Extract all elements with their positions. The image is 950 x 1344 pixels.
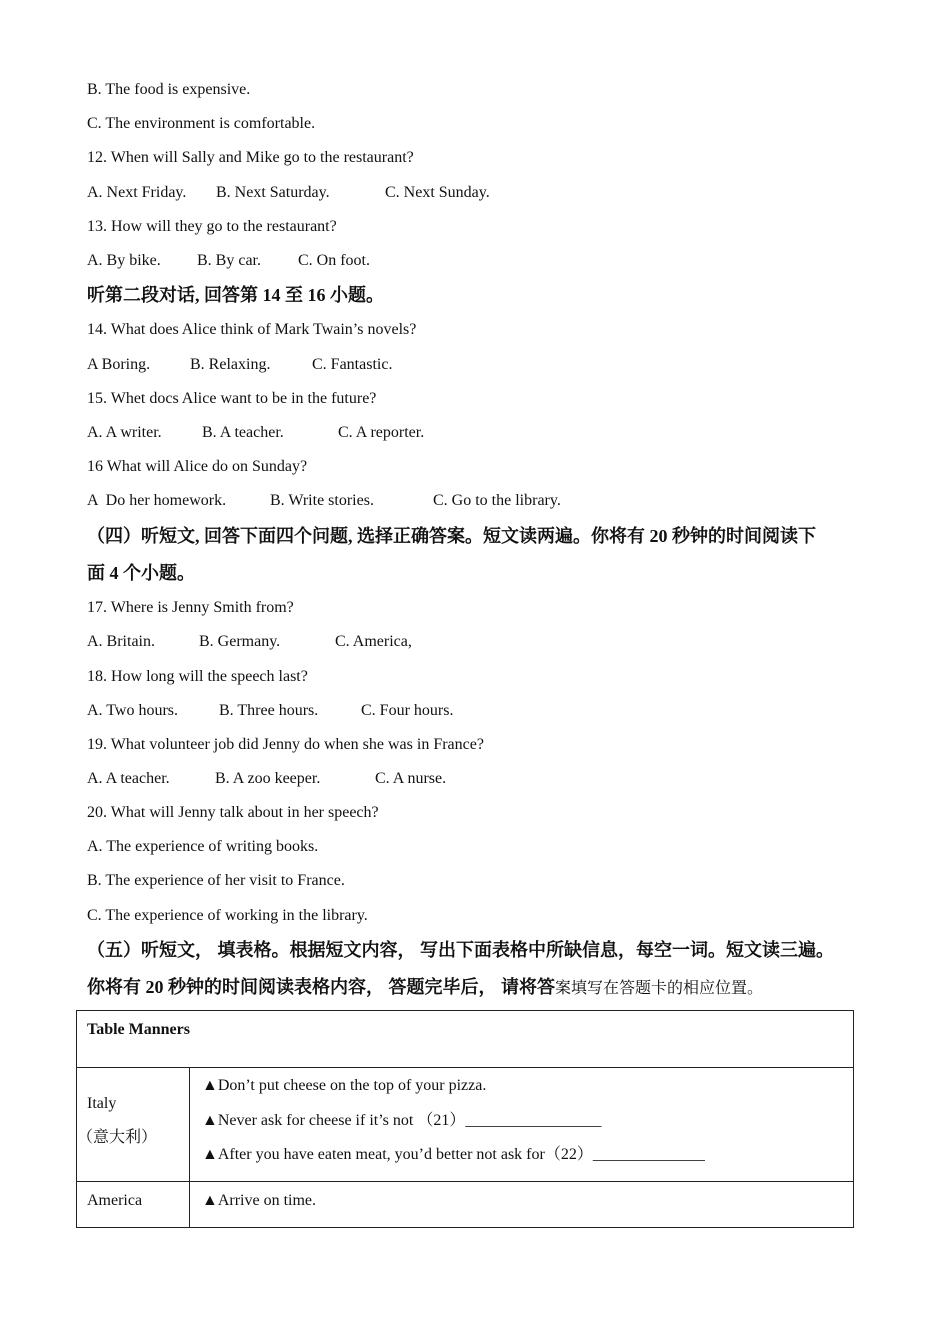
q18-option-a: A. Two hours. <box>87 702 179 719</box>
rule-item: ▲After you have eaten meat, you’d better not ask for（22）______________ <box>202 1146 705 1163</box>
table-row-america <box>77 1182 854 1228</box>
country-cell <box>77 1182 190 1228</box>
question-14: 14. What does Alice think of Mark Twain’s novels? <box>87 321 417 338</box>
country-name: Italy <box>87 1095 117 1112</box>
option-line: C. The environment is comfortable. <box>87 115 316 132</box>
q12-option-c: C. Next Sunday. <box>385 184 490 201</box>
q16-option-b: B. Write stories. <box>270 492 374 509</box>
question-20: 20. What will Jenny talk about in her speech? <box>87 804 379 821</box>
q17-option-c: C. America, <box>335 633 412 650</box>
q16-option-a: A Do her homework. <box>87 492 227 509</box>
country-name-cn: （意大利） <box>77 1129 158 1146</box>
country-name: America <box>87 1192 143 1209</box>
q16-option-c: C. Go to the library. <box>433 492 561 509</box>
q15-option-a: A. A writer. <box>87 424 162 441</box>
section-heading: （五）听短文， 填表格。根据短文内容， 写出下面表格中所缺信息，每空一词。短文读三遍。 <box>87 940 834 960</box>
table-title: Table Manners <box>77 1011 854 1068</box>
q12-option-a: A. Next Friday. <box>87 184 187 201</box>
q20-option-b: B. The experience of her visit to France. <box>87 872 345 889</box>
section-heading: 听第二段对话, 回答第 14 至 16 小题。 <box>87 285 384 305</box>
q20-option-c: C. The experience of working in the library. <box>87 907 368 924</box>
rule-item: ▲Arrive on time. <box>202 1192 317 1209</box>
section-heading-normal: 案填写在答题卡的相应位置。 <box>555 980 764 997</box>
table-row-italy <box>77 1068 854 1182</box>
section-heading: （四）听短文, 回答下面四个问题, 选择正确答案。短文读两遍。你将有 20 秒钟的时间阅读下 <box>87 526 816 546</box>
q20-option-a: A. The experience of writing books. <box>87 838 319 855</box>
question-15: 15. Whet docs Alice want to be in the future? <box>87 390 377 407</box>
q13-option-c: C. On foot. <box>298 252 370 269</box>
q18-option-b: B. Three hours. <box>219 702 319 719</box>
section-heading-cont <box>87 975 763 1001</box>
q19-option-a: A. A teacher. <box>87 770 170 787</box>
option-line: B. The food is expensive. <box>87 81 251 98</box>
q19-option-b: B. A zoo keeper. <box>215 770 321 787</box>
rule-item: ▲Never ask for cheese if it’s not （21）_________________ <box>202 1112 602 1129</box>
q19-option-c: C. A nurse. <box>375 770 447 787</box>
section-heading-bold: 你将有 20 秒钟的时间阅读表格内容， 答题完毕后， 请将答 <box>87 977 555 997</box>
question-16: 16 What will Alice do on Sunday? <box>87 458 308 475</box>
country-cell <box>77 1068 190 1182</box>
q15-option-c: C. A reporter. <box>338 424 425 441</box>
q18-option-c: C. Four hours. <box>361 702 454 719</box>
rule-item: ▲Don’t put cheese on the top of your pizza. <box>202 1077 487 1094</box>
q14-option-b: B. Relaxing. <box>190 356 271 373</box>
q14-option-a: A Boring. <box>87 356 151 373</box>
question-13: 13. How will they go to the restaurant? <box>87 218 337 235</box>
q17-option-b: B. Germany. <box>199 633 281 650</box>
q12-option-b: B. Next Saturday. <box>216 184 330 201</box>
q17-option-a: A. Britain. <box>87 633 155 650</box>
q15-option-b: B. A teacher. <box>202 424 284 441</box>
table-manners <box>76 1010 854 1228</box>
section-heading-cont: 面 4 个小题。 <box>87 563 195 583</box>
question-17: 17. Where is Jenny Smith from? <box>87 599 294 616</box>
rules-cell <box>190 1182 854 1228</box>
question-19: 19. What volunteer job did Jenny do when she was in France? <box>87 736 484 753</box>
q13-option-b: B. By car. <box>197 252 261 269</box>
question-18: 18. How long will the speech last? <box>87 668 308 685</box>
question-12: 12. When will Sally and Mike go to the restaurant? <box>87 149 414 166</box>
rules-cell <box>190 1068 854 1182</box>
q13-option-a: A. By bike. <box>87 252 161 269</box>
q14-option-c: C. Fantastic. <box>312 356 393 373</box>
